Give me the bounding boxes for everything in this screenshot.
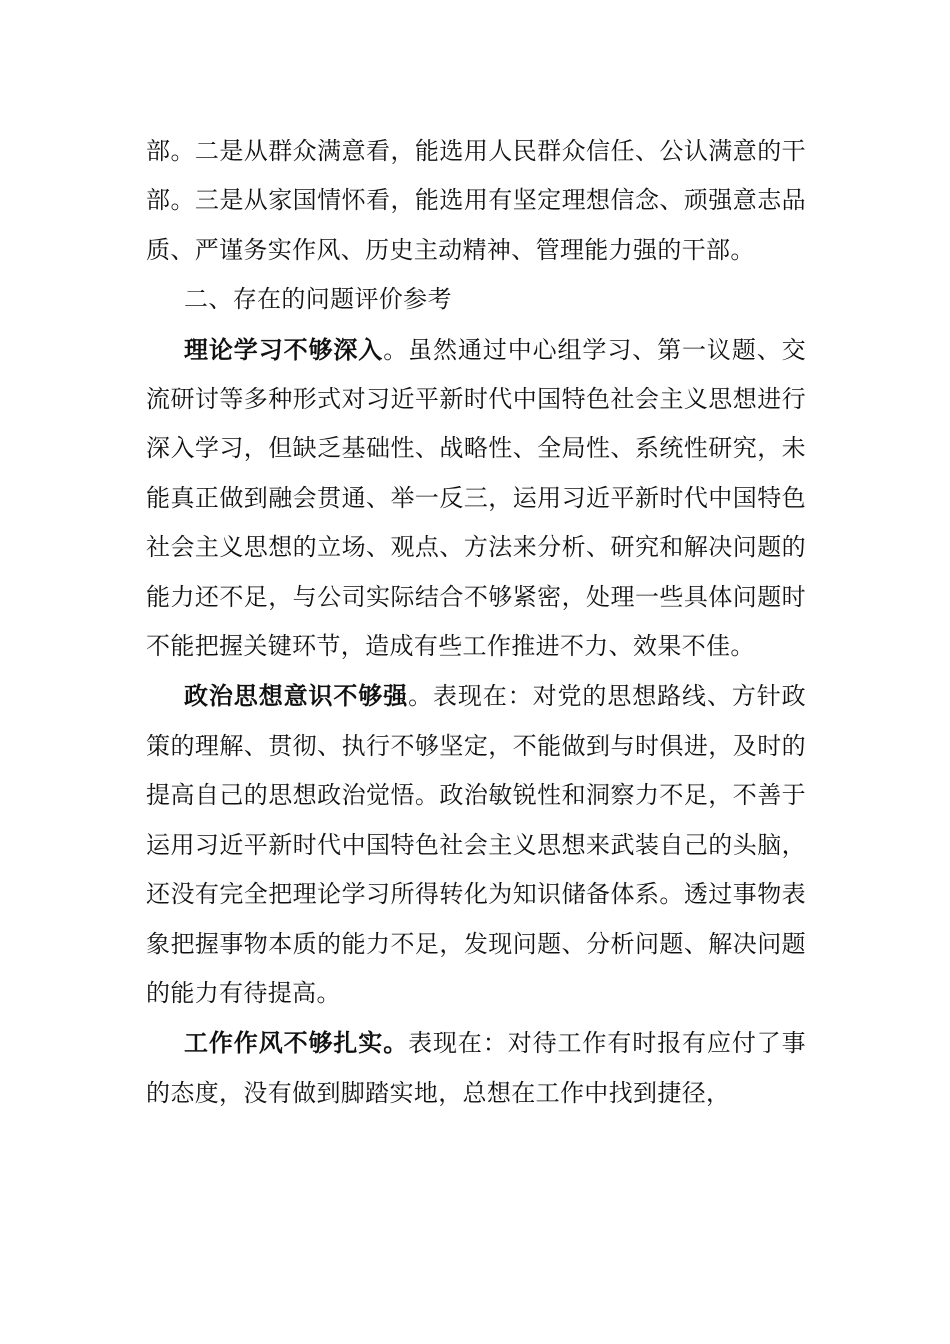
document-body <box>146 127 806 1118</box>
issue-title-political: 政治思想意识不够强 <box>184 681 409 711</box>
intro-paragraph: 部。二是从群众满意看，能选用人民群众信任、公认满意的干部。三是从家国情怀看，能选用有坚定理想信念、顽强意志品质、严谨务实作风、历史主动精神、管理能力强的干部。 <box>146 137 806 264</box>
issue-title-work-style: 工作作风不够扎实。 <box>184 1028 409 1058</box>
issue-body-theory: 。虽然通过中心组学习、第一议题、交流研讨等多种形式对习近平新时代中国特色社会主义思想进行深入学习，但缺乏基础性、战略性、全局性、系统性研究，未能真正做到融会贯通、举一反三，运用习近平新时代中国特色社会主义思想的立场、观点、方法来分析、研究和解决问题的能力还不足，与公司实际结合不够紧密，处理一些具体问题时不能把握关键环节，造成有些工作推进不力、效果不佳。 <box>146 335 806 661</box>
issue-title-theory: 理论学习不够深入 <box>184 334 384 364</box>
issue-body-work-style: 表现在：对待工作有时报有应付了事的态度，没有做到脚踏实地，总想在工作中找到捷径， <box>146 1029 806 1107</box>
issue-body-political: 。表现在：对党的思想路线、方针政策的理解、贯彻、执行不够坚定，不能做到与时俱进，及时的提高自己的思想政治觉悟。政治敏锐性和洞察力不足，不善于运用习近平新时代中国特色社会主义思想来武装自己的头脑，还没有完全把理论学习所得转化为知识储备体系。透过事物表象把握事物本质的能力不足，发现问题、分析问题、解决问题的能力有待提高。 <box>146 682 806 1007</box>
issue-paragraph-theory <box>146 325 806 672</box>
section-heading: 二、存在的问题评价参考 <box>184 285 452 314</box>
issue-paragraph-political <box>146 671 806 1018</box>
issue-paragraph-work-style <box>146 1018 806 1118</box>
